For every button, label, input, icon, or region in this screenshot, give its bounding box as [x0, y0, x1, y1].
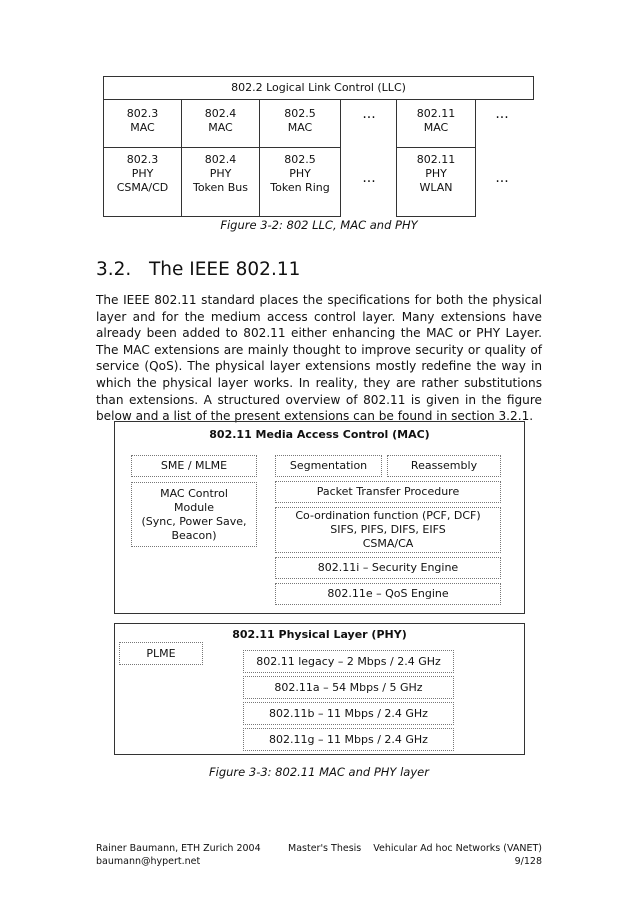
- ellipsis-mac-mid: ...: [362, 106, 376, 122]
- phy-802-5-num: 802.5: [284, 153, 316, 166]
- paragraph-line: already been added to 802.11 either enhancing the MAC or PHY Layer.: [96, 326, 542, 341]
- sme-mlme-box: [131, 455, 257, 477]
- phy-802-4-num: 802.4: [204, 153, 237, 166]
- phy-802-3-name: CSMA/CD: [116, 181, 169, 194]
- phy-legacy-box: [243, 650, 454, 673]
- footer-email: baumann@hypert.net: [96, 856, 201, 867]
- phy-802-11-name: WLAN: [419, 181, 453, 194]
- coordination-line: SIFS, PIFS, DIFS, EIFS: [330, 523, 446, 536]
- coordination-function-box: [275, 507, 501, 553]
- phy-802-11g-box: [243, 728, 454, 751]
- phy-802-11g-label: 802.11g – 11 Mbps / 2.4 GHz: [269, 732, 428, 746]
- phy-802-11b-box: [243, 702, 454, 725]
- paragraph-line: service (QoS). The physical layer extensions mostly redefine the way in: [96, 359, 542, 374]
- phy-802-11-num: 802.11: [416, 153, 456, 166]
- footer-title: Vehicular Ad hoc Networks (VANET): [373, 843, 542, 854]
- phy-802-4-type: PHY: [209, 167, 232, 180]
- plme-box: [119, 642, 203, 665]
- qos-engine-box: [275, 583, 501, 605]
- ellipsis-phy-right: ...: [495, 170, 509, 186]
- reassembly-label: Reassembly: [410, 459, 478, 472]
- phy-802-5-name: Token Ring: [270, 181, 330, 194]
- phy-802-3-num: 802.3: [126, 153, 159, 166]
- mac-control-module-box: [131, 482, 257, 547]
- phy-802-5-type: PHY: [289, 167, 311, 180]
- mac-802-3: [103, 99, 182, 148]
- segmentation-box: [275, 455, 382, 477]
- llc-box: [103, 76, 534, 100]
- ellipsis-phy-mid: ...: [362, 170, 376, 186]
- footer-right: [340, 842, 542, 868]
- mac-control-line: Beacon): [171, 528, 217, 542]
- plme-label: PLME: [146, 646, 176, 660]
- phy-802-11b-label: 802.11b – 11 Mbps / 2.4 GHz: [269, 706, 428, 720]
- phy-legacy-label: 802.11 legacy – 2 Mbps / 2.4 GHz: [256, 654, 441, 668]
- phy-802-5: [259, 147, 341, 217]
- mac-layer-title: 802.11 Media Access Control (MAC): [209, 428, 430, 441]
- mac-802-5-type: MAC: [287, 121, 313, 134]
- reassembly-box: [387, 455, 501, 477]
- mac-802-11-num: 802.11: [416, 107, 456, 120]
- paragraph-line: The MAC extensions are mainly thought to improve security or quality of: [96, 342, 542, 357]
- qos-engine-label: 802.11e – QoS Engine: [327, 587, 449, 600]
- segmentation-label: Segmentation: [289, 459, 368, 472]
- section-heading: 3.2. The IEEE 802.11: [96, 259, 301, 280]
- phy-802-11a-label: 802.11a – 54 Mbps / 5 GHz: [274, 680, 423, 694]
- paragraph-line: than extensions. A structured overview of 802.11 is given in the figure: [96, 392, 542, 407]
- paragraph-line: below and a list of the present extensions can be found in section 3.2.1.: [96, 409, 534, 424]
- packet-transfer-box: [275, 481, 501, 503]
- packet-transfer-label: Packet Transfer Procedure: [316, 485, 460, 498]
- sme-mlme-label: SME / MLME: [160, 459, 228, 472]
- mac-802-3-num: 802.3: [126, 107, 159, 120]
- ellipsis-mac-right: ...: [495, 106, 509, 122]
- mac-802-5-num: 802.5: [284, 107, 316, 120]
- security-engine-label: 802.11i – Security Engine: [317, 561, 459, 574]
- mac-802-4-num: 802.4: [204, 107, 237, 120]
- phy-802-11a-box: [243, 676, 454, 699]
- mac-802-4-type: MAC: [208, 121, 233, 134]
- phy-802-3: [103, 147, 182, 217]
- llc-label: 802.2 Logical Link Control (LLC): [231, 81, 406, 94]
- mac-control-line: Module: [174, 500, 214, 514]
- paragraph-line: The IEEE 802.11 standard places the specifications for both the physical: [96, 293, 542, 307]
- figure-3-2-caption: Figure 3-2: 802 LLC, MAC and PHY: [220, 218, 418, 232]
- phy-layer-title: 802.11 Physical Layer (PHY): [232, 628, 407, 641]
- phy-802-4-name: Token Bus: [192, 181, 249, 194]
- paragraph-line: layer and for the medium access control layer. Many extensions have: [96, 309, 542, 324]
- mac-control-line: (Sync, Power Save,: [141, 514, 247, 528]
- mac-control-line: MAC Control: [160, 486, 228, 500]
- security-engine-box: [275, 557, 501, 579]
- footer-doc-type: Master's Thesis: [288, 843, 362, 854]
- mac-802-4: [181, 99, 260, 148]
- footer-author: Rainer Baumann, ETH Zurich 2004: [96, 843, 261, 854]
- coordination-line: CSMA/CA: [362, 537, 414, 550]
- phy-802-11: [396, 147, 476, 217]
- phy-802-4: [181, 147, 260, 217]
- figure-3-3-caption: Figure 3-3: 802.11 MAC and PHY layer: [209, 765, 429, 779]
- footer-left: [96, 842, 296, 868]
- phy-802-11-type: PHY: [425, 167, 447, 180]
- paragraph-line: which the physical layer works. In reality, they are rather substitutions: [96, 375, 542, 390]
- section-paragraph: [96, 292, 542, 425]
- phy-802-3-type: PHY: [131, 167, 154, 180]
- mac-802-3-type: MAC: [130, 121, 155, 134]
- mac-802-11: [396, 99, 476, 148]
- mac-802-5: [259, 99, 341, 148]
- coordination-line: Co-ordination function (PCF, DCF): [295, 509, 481, 522]
- mac-802-11-type: MAC: [423, 121, 449, 134]
- footer-page-number: 9/128: [514, 856, 542, 867]
